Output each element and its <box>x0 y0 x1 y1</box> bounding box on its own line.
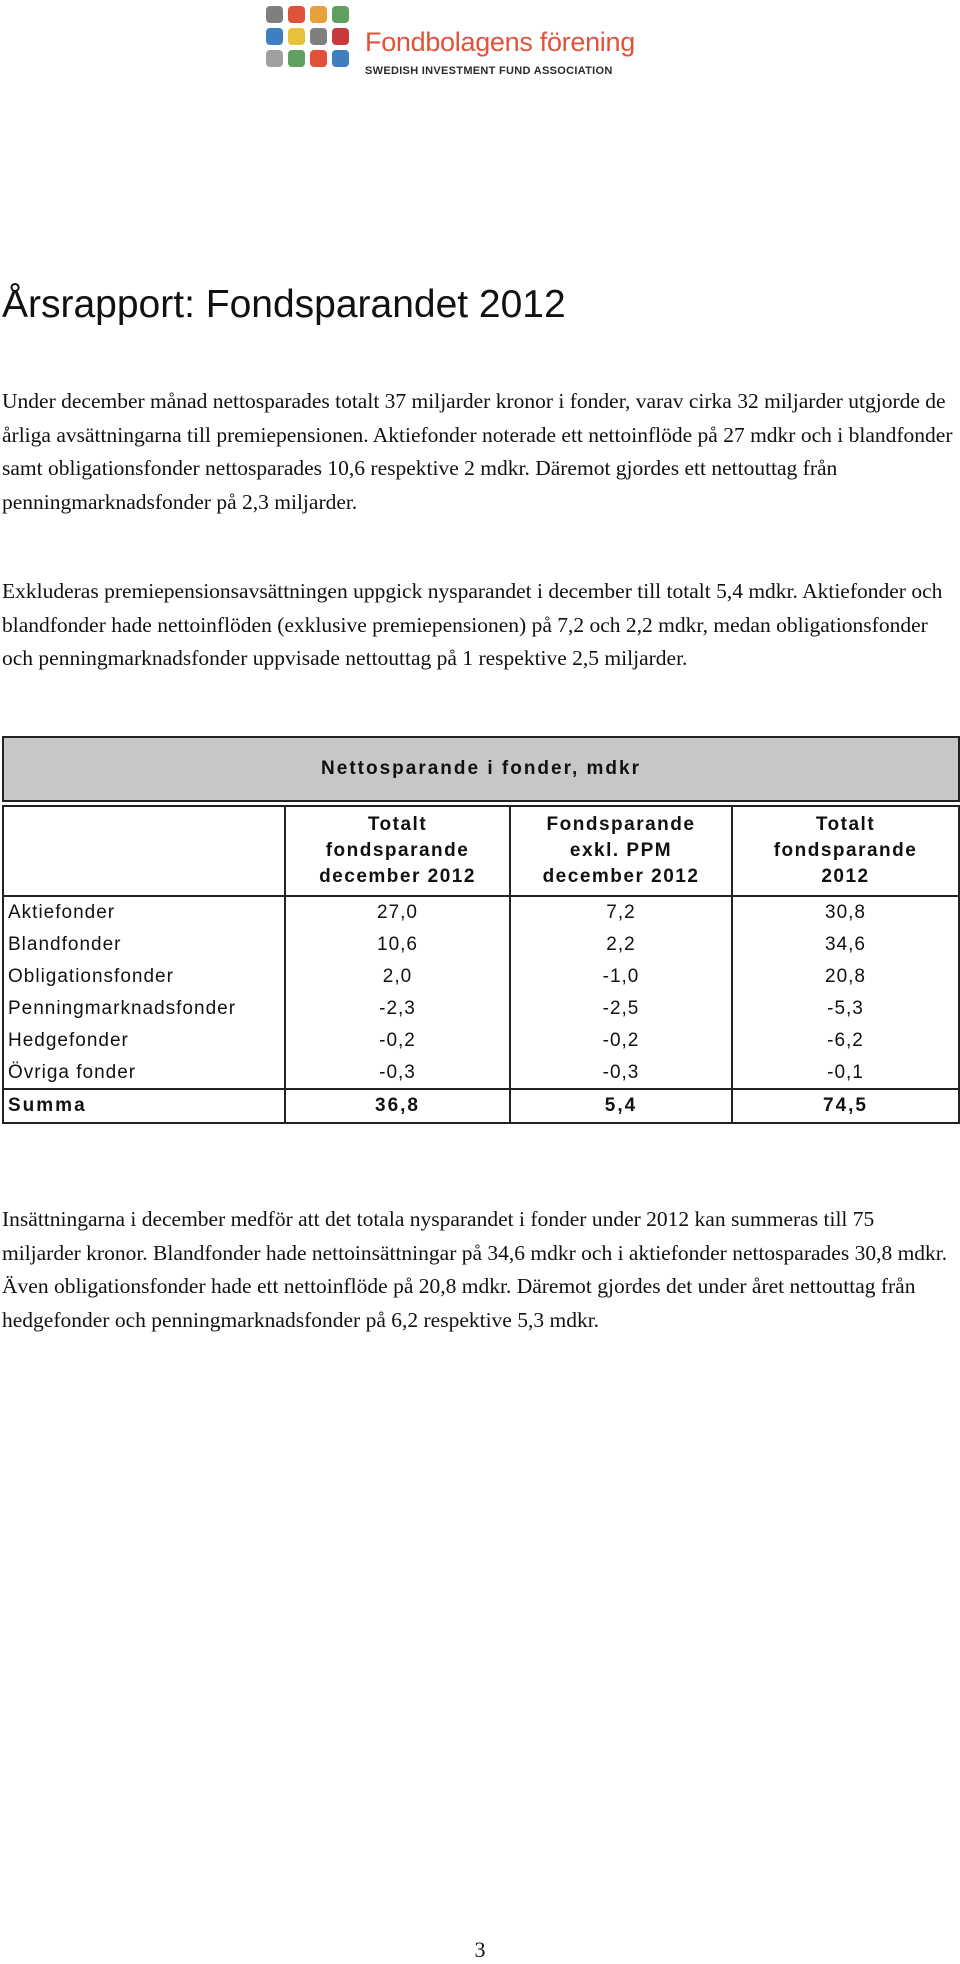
cell-value: 34,6 <box>732 929 959 961</box>
logo-square <box>266 28 283 45</box>
net-savings-table-wrapper <box>2 736 958 1124</box>
table-row <box>3 1057 959 1089</box>
sum-value: 74,5 <box>732 1089 959 1123</box>
cell-value: 20,8 <box>732 961 959 993</box>
cell-value: -0,2 <box>510 1025 732 1057</box>
association-logo <box>266 6 635 77</box>
table-row <box>3 961 959 993</box>
logo-square <box>266 6 283 23</box>
summary-paragraph: Insättningarna i december medför att det totala nysparandet i fonder under 2012 kan summeras till 75 miljarder kronor. Blandfonder hade nettoinsättningar på 34,6 mdkr och i aktiefonder nettosparades 30,8 mdkr. Även obligationsfonder hade ett nettoinflöde på 20,8 mdkr. Däremot gjordes det under året nettouttag från hedgefonder och penningmarknadsfonder på 6,2 respektive 5,3 mdkr. <box>2 1207 948 1332</box>
logo-name: Fondbolagens förening <box>365 27 635 57</box>
cell-value: -0,3 <box>285 1057 510 1089</box>
cell-value: 27,0 <box>285 896 510 929</box>
logo-square <box>288 50 305 67</box>
cell-value: 10,6 <box>285 929 510 961</box>
row-label: Aktiefonder <box>3 896 285 929</box>
logo-subtitle: SWEDISH INVESTMENT FUND ASSOCIATION <box>365 65 613 77</box>
row-label: Obligationsfonder <box>3 961 285 993</box>
header-excl-ppm-december: Fondsparande exkl. PPM december 2012 <box>510 806 732 896</box>
cell-value: -1,0 <box>510 961 732 993</box>
second-paragraph: Exkluderas premiepensionsavsättningen uppgick nysparandet i december till totalt 5,4 mdkr. Aktiefonder och blandfonder hade nettoinflöden (exklusive premiepensionen) på 7,2 och 2,2 mdkr, medan obligationsfonder och penningmarknadsfonder uppvisade nettouttag på 1 respektive 2,5 miljarder. <box>2 579 943 670</box>
table-caption: Nettosparande i fonder, mdkr <box>3 737 959 801</box>
cell-value: -5,3 <box>732 993 959 1025</box>
row-label: Övriga fonder <box>3 1057 285 1089</box>
cell-value: 7,2 <box>510 896 732 929</box>
logo-square <box>310 6 327 23</box>
row-label: Blandfonder <box>3 929 285 961</box>
intro-paragraph: Under december månad nettosparades totalt 37 miljarder kronor i fonder, varav cirka 32 miljarder utgjorde de årliga avsättningarna till premiepensionen. Aktiefonder noterade ett nettoinflöde på 27 mdkr och i blandfonder samt obligationsfonder nettosparades 10,6 respektive 2 mdkr. Däremot gjordes ett nettouttag från penningmarknadsfonder på 2,3 miljarder. <box>2 389 953 514</box>
cell-value: 2,0 <box>285 961 510 993</box>
logo-square <box>310 50 327 67</box>
logo-square <box>332 28 349 45</box>
row-label: Penningmarknadsfonder <box>3 993 285 1025</box>
logo-square <box>288 28 305 45</box>
cell-value: -0,3 <box>510 1057 732 1089</box>
table-header-row <box>3 806 959 896</box>
logo-square <box>266 50 283 67</box>
cell-value: 2,2 <box>510 929 732 961</box>
header-total-2012: Totalt fondsparande 2012 <box>732 806 959 896</box>
table-row <box>3 896 959 929</box>
header-blank-cell <box>3 806 285 896</box>
sum-value: 36,8 <box>285 1089 510 1123</box>
logo-square <box>288 6 305 23</box>
sum-row <box>3 1089 959 1123</box>
logo-mark <box>266 6 349 67</box>
row-label: Hedgefonder <box>3 1025 285 1057</box>
cell-value: -6,2 <box>732 1025 959 1057</box>
logo-square <box>310 28 327 45</box>
logo-square <box>332 50 349 67</box>
page-number: 3 <box>474 1937 486 1962</box>
report-title: Årsrapport: Fondsparandet 2012 <box>2 283 566 326</box>
cell-value: -2,3 <box>285 993 510 1025</box>
header-total-december: Totalt fondsparande december 2012 <box>285 806 510 896</box>
table-row <box>3 1025 959 1057</box>
table-row <box>3 993 959 1025</box>
logo-square <box>332 6 349 23</box>
net-savings-table <box>2 736 960 1124</box>
cell-value: -0,1 <box>732 1057 959 1089</box>
cell-value: -0,2 <box>285 1025 510 1057</box>
sum-value: 5,4 <box>510 1089 732 1123</box>
sum-label: Summa <box>3 1089 285 1123</box>
cell-value: 30,8 <box>732 896 959 929</box>
cell-value: -2,5 <box>510 993 732 1025</box>
table-row <box>3 929 959 961</box>
